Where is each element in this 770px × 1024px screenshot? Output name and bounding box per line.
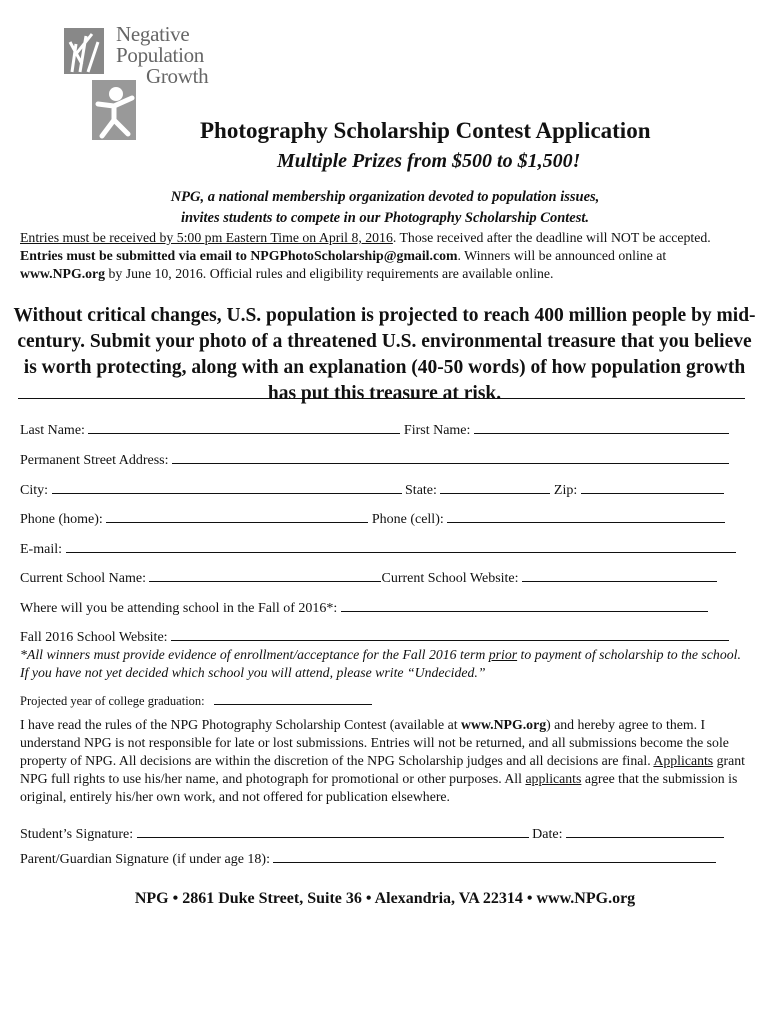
agreement-paragraph <box>20 716 750 806</box>
phone-home-label: Phone (home): <box>20 512 103 527</box>
name-row <box>20 421 729 439</box>
student-signature-label: Student’s Signature: <box>20 827 134 842</box>
footnote-part-1: *All winners must provide evidence of enrollment/acceptance for the Fall 2016 term <box>20 647 489 662</box>
agreement-part-2: ) and hereby agree to them. I understand NPG is not responsible for late or lost submissions. Entries will not be returned, and all submissions become the sole property of NPG. All decisions are within the discretion of the NPG Scholarship judges and all decisions are final. <box>20 717 729 768</box>
phone-cell-field[interactable] <box>447 510 725 523</box>
agreement-part-4: agree that the submission is original, entirely his/her own work, and not offered for publication elsewhere. <box>20 771 738 804</box>
first-name-label: First Name: <box>403 423 471 438</box>
agreement-part-3: grant NPG full rights to use his/her name, and photograph for promotional or other purposes. All <box>20 753 745 786</box>
agreement-applicants-1: Applicants <box>653 753 714 768</box>
divider <box>18 398 745 399</box>
winners-text: . Winners will be announced online at <box>457 248 667 263</box>
school-name-label: Current School Name: <box>20 571 146 586</box>
headline: Without critical changes, U.S. population is projected to reach 400 million people by mid-century. Submit your photo of a threatened U.S. environmental treasure that you believe is worth protecting, along with an explanation (40-50 words) of how population growth has put this treasure at risk. <box>13 305 756 404</box>
state-field[interactable] <box>440 481 550 494</box>
npg-website-link[interactable]: www.NPG.org <box>20 266 106 281</box>
zip-label: Zip: <box>553 483 578 498</box>
street-label: Permanent Street Address: <box>20 453 169 468</box>
logo-line-1: Negative <box>116 22 190 46</box>
date-field[interactable] <box>566 825 724 838</box>
page-subtitle: Multiple Prizes from $500 to $1,500! <box>277 150 581 172</box>
parent-signature-label: Parent/Guardian Signature (if under age 18): <box>20 852 270 867</box>
email-field[interactable] <box>66 540 736 553</box>
student-signature-row <box>20 825 724 843</box>
street-field[interactable] <box>172 451 729 464</box>
after-deadline-text: . Those received after the deadline will NOT be accepted. <box>392 230 711 245</box>
last-name-field[interactable] <box>88 421 400 434</box>
fall-website-field[interactable] <box>171 628 729 641</box>
state-label: State: <box>405 483 437 498</box>
rules-text: by June 10, 2016. Official rules and eligibility requirements are available online. <box>105 266 554 281</box>
phone-row <box>20 510 725 528</box>
graduation-row <box>20 692 372 709</box>
school-name-field[interactable] <box>149 569 381 582</box>
agreement-part-1: I have read the rules of the NPG Photography Scholarship Contest (available at <box>20 717 462 732</box>
footnote <box>20 646 750 682</box>
street-row <box>20 451 729 469</box>
fall-school-row <box>20 599 708 617</box>
student-signature-field[interactable] <box>137 825 529 838</box>
email-label: E-mail: <box>20 542 62 557</box>
fall-school-field[interactable] <box>341 599 708 612</box>
agreement-website-link[interactable]: www.NPG.org <box>461 717 547 732</box>
email-instruction: Entries must be submitted via email to NPGPhotoScholarship@gmail.com <box>20 248 458 263</box>
logo-text <box>116 24 208 87</box>
date-label: Date: <box>532 827 563 842</box>
parent-signature-field[interactable] <box>273 850 716 863</box>
logo-line-3: Growth <box>146 64 209 88</box>
school-website-field[interactable] <box>522 569 717 582</box>
logo-line-2: Population <box>116 43 205 67</box>
phone-home-field[interactable] <box>106 510 368 523</box>
city-label: City: <box>20 483 49 498</box>
graduation-field[interactable] <box>214 692 372 705</box>
city-row <box>20 481 724 499</box>
footnote-prior: prior <box>488 647 518 662</box>
school-row <box>20 569 717 587</box>
deadline-text: Entries must be received by 5:00 pm Eastern Time on April 8, 2016 <box>20 230 393 245</box>
intro-line-1: NPG, a national membership organization devoted to population issues, <box>170 189 600 205</box>
last-name-label: Last Name: <box>20 423 85 438</box>
intro-line-2: invites students to compete in our Photography Scholarship Contest. <box>180 210 590 226</box>
fall-website-row <box>20 628 729 646</box>
deadline-paragraph <box>20 229 750 283</box>
city-field[interactable] <box>52 481 402 494</box>
fall-website-label: Fall 2016 School Website: <box>20 630 168 645</box>
footnote-part-2: to payment of scholarship to the school. If you have not yet decided which school you will attend, please write “Undecided.” <box>20 647 741 680</box>
email-row <box>20 540 736 558</box>
first-name-field[interactable] <box>474 421 729 434</box>
footer-address: NPG • 2861 Duke Street, Suite 36 • Alexandria, VA 22314 • www.NPG.org <box>134 890 636 907</box>
school-website-label: Current School Website: <box>381 571 519 586</box>
page-title: Photography Scholarship Contest Application <box>200 118 651 143</box>
agreement-applicants-2: applicants <box>525 771 582 786</box>
zip-field[interactable] <box>581 481 724 494</box>
phone-cell-label: Phone (cell): <box>371 512 444 527</box>
parent-signature-row <box>20 850 716 868</box>
fall-school-label: Where will you be attending school in the Fall of 2016*: <box>20 601 338 616</box>
graduation-label: Projected year of college graduation: <box>20 694 205 708</box>
